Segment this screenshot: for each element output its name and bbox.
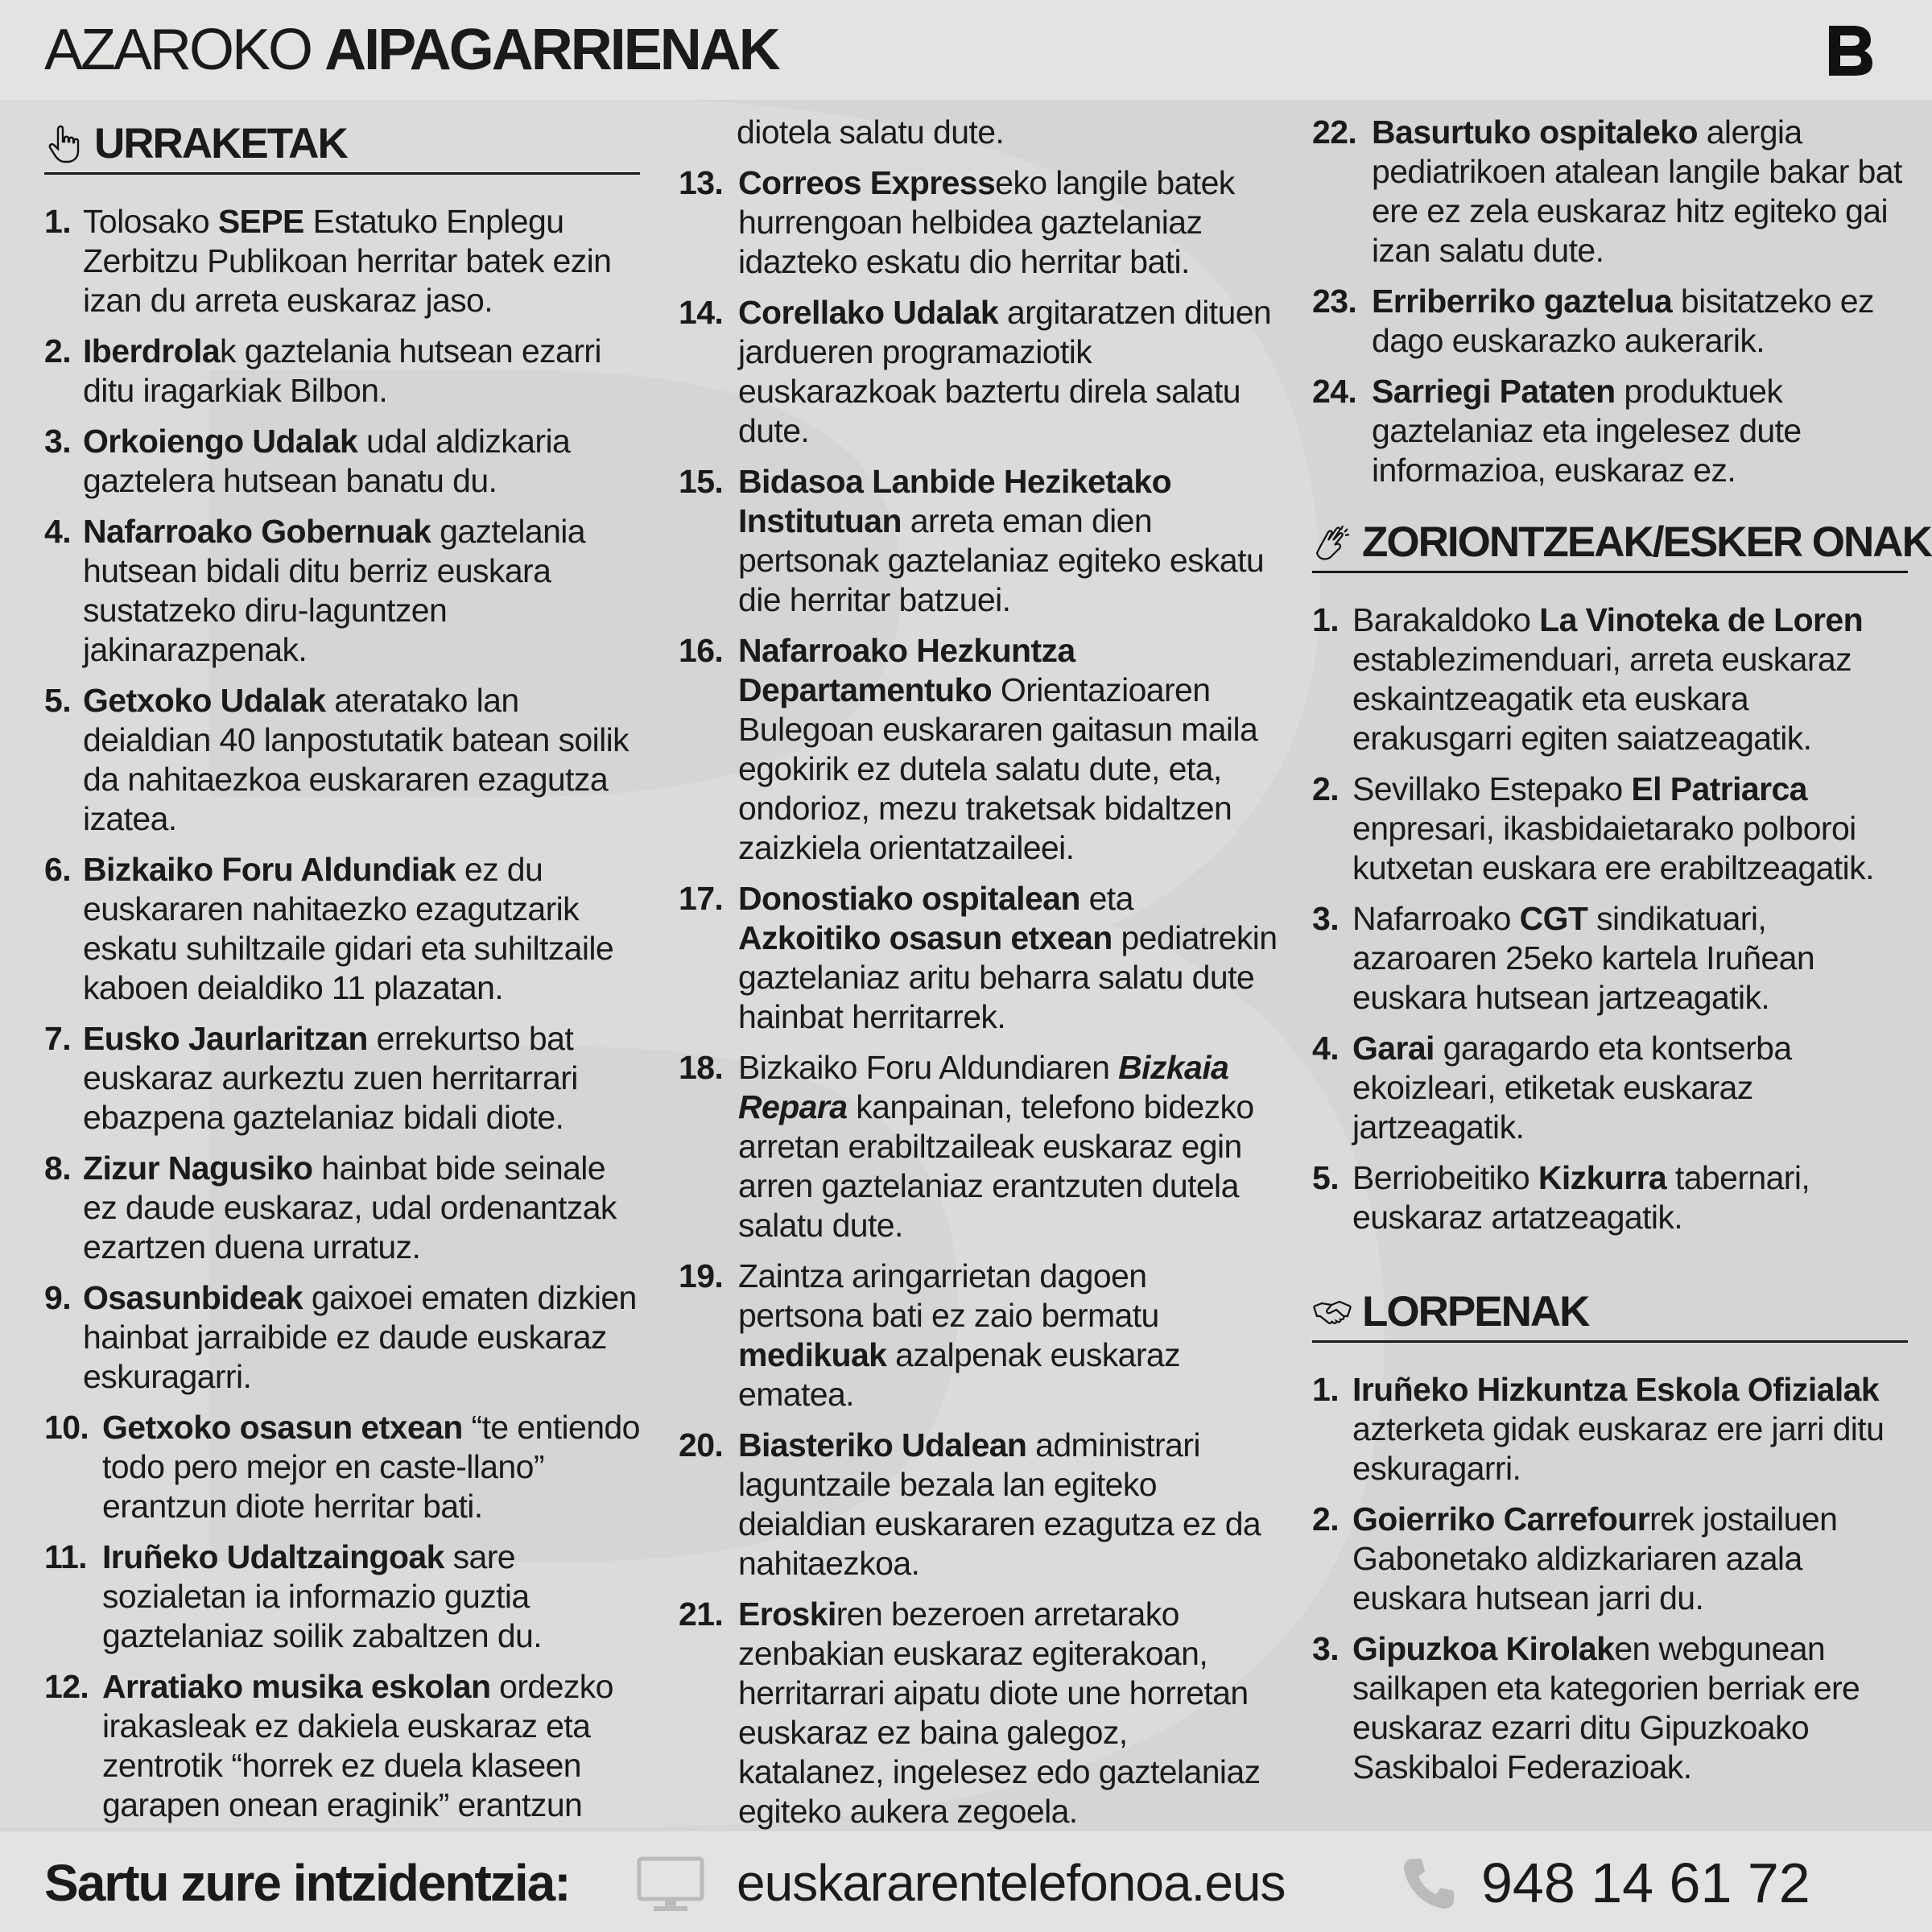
item-segment: alergia pediatrikoen atalean langile bakar bat ere ez zela euskaraz hitz egiteko gai izan salatu dute. [1372, 114, 1902, 269]
item-text [738, 879, 1278, 1037]
item-number: 1. [44, 203, 71, 240]
list-item [1312, 899, 1908, 1018]
item-number: 14. [679, 294, 724, 331]
list-item [1312, 113, 1908, 270]
item-segment: gaixoei ematen dizkien hainbat jarraibide ez daude euskaraz eskuragarri. [83, 1279, 637, 1395]
item-text [738, 631, 1278, 868]
item-text [1352, 1500, 1908, 1618]
list-item [679, 1257, 1278, 1414]
item-segment: ez du euskararen nahitaezko ezagutzarik eskatu suhiltzaile gidari eta suhiltzaile kaboen deialdiko 11 plazatan. [83, 851, 614, 1006]
list-item [679, 879, 1278, 1037]
item-text [738, 1257, 1278, 1414]
header-bar [0, 0, 1932, 100]
item-segment: Estatuko Enplegu Zerbitzu Publikoan herritar batek ezin izan du arreta euskaraz jaso. [83, 203, 612, 319]
item-highlight: medikuak [738, 1336, 887, 1373]
list-item [1312, 1500, 1908, 1618]
item-highlight: Zizur Nagusiko [83, 1150, 313, 1187]
list-item [44, 1667, 640, 1825]
item-12-continuation: diotela salatu dute. [737, 114, 1005, 151]
urraketak-heading [44, 119, 640, 175]
lorpenak-title: LORPENAK [1362, 1288, 1589, 1335]
item-text [738, 1426, 1278, 1583]
item-text [1352, 899, 1908, 1018]
item-highlight: Goierriko Carrefour [1352, 1501, 1650, 1538]
list-item [44, 1278, 640, 1397]
item-text [83, 1278, 640, 1397]
item-text [738, 163, 1278, 282]
item-highlight: La Vinoteka de Loren [1539, 601, 1864, 638]
item-text [1352, 1158, 1908, 1237]
item-text [1352, 601, 1908, 758]
item-number: 7. [44, 1020, 71, 1057]
item-number: 24. [1312, 373, 1357, 410]
item-number: 2. [1312, 1501, 1339, 1538]
pointing-hand-icon [44, 124, 85, 164]
monitor-icon [636, 1856, 705, 1913]
item-number: 3. [44, 423, 71, 460]
item-text [83, 850, 640, 1008]
item-text [1372, 372, 1908, 490]
list-item [1312, 1629, 1908, 1787]
item-text [1352, 1370, 1908, 1488]
item-highlight: Bizkaiko Foru Aldundiak [83, 851, 456, 888]
item-highlight: Bizkaia Repara [738, 1049, 1229, 1125]
list-item [44, 422, 640, 501]
item-number: 1. [1312, 1371, 1339, 1408]
item-number: 20. [679, 1426, 724, 1463]
column-2 [679, 113, 1278, 1843]
item-text [102, 1538, 640, 1656]
list-item [44, 681, 640, 839]
item-text [83, 202, 640, 320]
item-number: 22. [1312, 114, 1357, 151]
item-highlight: Iberdrola [83, 332, 221, 369]
item-segment: eko langile batek hurrengoan helbidea gaztelaniaz idazteko eskatu dio herritar bati. [738, 164, 1235, 280]
item-text [1372, 282, 1908, 361]
item-text [83, 422, 640, 501]
column-3 [1312, 113, 1931, 1798]
item-text [83, 1149, 640, 1267]
item-segment: errekurtso bat euskaraz aurkeztu zuen herritarrari ebazpena gaztelaniaz bidali diote. [83, 1020, 578, 1136]
item-segment: Orientazioaren Bulegoan euskararen gaitasun maila egokirik ez dutela salatu dute, eta, ondorioz, mezu traketsak bidaltzen zaizkiela orientatzaileei. [738, 671, 1258, 866]
urraketak-title: URRAKETAK [94, 120, 347, 167]
item-text [1352, 770, 1908, 888]
item-text [1372, 113, 1908, 270]
item-number: 3. [1312, 900, 1339, 937]
item-segment: arreta eman dien pertsonak gaztelaniaz egiteko eskatu die herritar batzuei. [738, 502, 1265, 618]
item-number: 18. [679, 1049, 724, 1086]
item-segment: en webgunean sailkapen eta kategorien berriak ere euskaraz ezarri ditu Gipuzkoako Saskibaloi Federazioak. [1352, 1630, 1860, 1785]
item-highlight: Nafarroako Gobernuak [83, 513, 431, 550]
item-segment: argitaratzen dituen jardueren programaziotik euskarazkoak baztertu direla salatu dute. [738, 294, 1272, 449]
zoriontzeak-list [1312, 601, 1908, 1237]
item-segment: ateratako lan deialdian 40 lanpostutatik batean soilik da nahitaezkoa euskararen ezagutza izatea. [83, 682, 630, 837]
item-text [1352, 1629, 1908, 1787]
list-item [679, 163, 1278, 282]
item-segment: sindikatuari, azaroaren 25eko kartela Iruñean euskara hutsean jartzeagatik. [1352, 900, 1815, 1016]
list-item [679, 293, 1278, 451]
lorpenak-list [1312, 1370, 1908, 1787]
item-segment: kanpainan, telefono bidezko arretan erabiltzaileak euskaraz egin arren gaztelaniaz erantzuten dutela salatu dute. [738, 1088, 1254, 1244]
item-number: 21. [679, 1596, 724, 1633]
item-segment: pediatrekin gaztelaniaz aritu beharra salatu dute hainbat herritarrek. [738, 919, 1278, 1035]
list-item [44, 202, 640, 320]
item-text [1352, 1029, 1908, 1147]
item-number: 5. [1312, 1159, 1339, 1196]
item-number: 19. [679, 1257, 724, 1294]
item-segment: establezimenduari, arreta euskaraz eskaintzeagatik eta euskara erakusgarri egiten saiatzeagatik. [1352, 641, 1852, 757]
list-item [679, 1426, 1278, 1583]
zoriontzeak-heading [1312, 518, 1931, 573]
item-segment: k gaztelania hutsean ezarri ditu iragarkiak Bilbon. [83, 332, 601, 409]
item-highlight: Eusko Jaurlaritzan [83, 1020, 368, 1057]
item-number: 3. [1312, 1630, 1339, 1667]
item-segment: administrari laguntzaile bezala lan egiteko deialdian euskararen ezagutza ez da nahitaezkoa. [738, 1426, 1261, 1582]
item-segment: azalpenak euskaraz ematea. [738, 1336, 1181, 1413]
item-segment: Bizkaiko Foru Aldundiaren [738, 1049, 1119, 1086]
item-segment: produktuek gaztelaniaz eta ingelesez dute informazioa, euskaraz ez. [1372, 373, 1802, 489]
item-text [83, 681, 640, 839]
item-highlight: Eroski [738, 1596, 836, 1633]
item-number: 11. [44, 1538, 87, 1575]
item-text [738, 293, 1278, 451]
item-number: 9. [44, 1279, 71, 1316]
item-text [83, 332, 640, 411]
item-highlight: Garai [1352, 1030, 1435, 1067]
item-highlight: Erriberriko gaztelua [1372, 283, 1673, 320]
item-segment: rek jostailuen Gabonetako aldizkariaren azala euskara hutsean jarri du. [1352, 1501, 1838, 1616]
item-segment: eta [1080, 880, 1133, 917]
item-highlight: Gipuzkoa Kirolak [1352, 1630, 1615, 1667]
list-item [1312, 372, 1908, 490]
list-item [44, 512, 640, 670]
list-item [679, 462, 1278, 620]
item-highlight: Sarriegi Pataten [1372, 373, 1616, 410]
list-item [44, 332, 640, 411]
item-segment: ordezko irakasleak ez dakiela euskaraz eta zentrotik “horrek ez duela klaseen garapen onean eraginik” erantzun [102, 1668, 613, 1823]
list-item [1312, 282, 1908, 361]
item-segment: “te entiendo todo pero mejor en caste-llano” erantzun diote herritar bati. [102, 1409, 640, 1525]
list-item [1312, 1029, 1908, 1147]
zoriontzeak-title: ZORIONTZEAK/ESKER ONAK [1362, 518, 1931, 566]
item-highlight: Basurtuko ospitaleko [1372, 114, 1698, 151]
column-1 [44, 119, 640, 1836]
item-number: 6. [44, 851, 71, 888]
item-segment: bisitatzeko ez dago euskarazko aukerarik. [1372, 283, 1874, 359]
item-segment: tabernari, euskaraz artatzeagatik. [1352, 1159, 1810, 1236]
list-item [1312, 1370, 1908, 1488]
item-highlight: CGT [1519, 900, 1588, 937]
item-segment: azterketa gidak euskaraz ere jarri ditu eskuragarri. [1352, 1410, 1885, 1487]
item-number: 2. [1312, 770, 1339, 807]
item-number: 1. [1312, 601, 1339, 638]
item-text [83, 512, 640, 670]
item-highlight: Getxoko Udalak [83, 682, 326, 719]
item-text [738, 1595, 1278, 1831]
item-highlight: Corellako Udalak [738, 294, 999, 331]
phone-number[interactable]: 948 14 61 72 [1481, 1852, 1810, 1914]
list-item [44, 1149, 640, 1267]
incident-label: Sartu zure intzidentzia: [44, 1854, 570, 1912]
item-highlight: Biasteriko Udalean [738, 1426, 1027, 1463]
list-item [1312, 770, 1908, 888]
item-segment: Barakaldoko [1352, 601, 1540, 638]
item-highlight: Arratiako musika eskolan [102, 1668, 491, 1705]
website-link[interactable]: euskararentelefonoa.eus [737, 1854, 1286, 1912]
urraketak-list [44, 202, 640, 1825]
list-item [1312, 601, 1908, 758]
item-highlight: Getxoko osasun etxean [102, 1409, 463, 1446]
list-item [1312, 1158, 1908, 1237]
item-number: 5. [44, 682, 71, 719]
handshake-icon [1312, 1292, 1352, 1332]
item-text [738, 1048, 1278, 1245]
item-segment: udal aldizkaria gaztelera hutsean banatu du. [83, 423, 571, 499]
item-text [83, 1019, 640, 1137]
item-highlight: Iruñeko Hizkuntza Eskola Ofizialak [1352, 1371, 1880, 1408]
item-number: 10. [44, 1409, 89, 1446]
lorpenak-heading [1312, 1287, 1908, 1343]
footer-bar [0, 1831, 1932, 1932]
item-text [738, 462, 1278, 620]
item-number: 4. [44, 513, 71, 550]
title-bold: AIPAGARRIENAK [324, 18, 778, 82]
item-highlight: Osasunbideak [83, 1279, 303, 1316]
item-highlight: Nafarroako Hezkuntza Departamentuko [738, 632, 1075, 708]
item-number: 23. [1312, 283, 1357, 320]
item-segment: Zaintza aringarrietan dagoen pertsona bati ez zaio bermatu [738, 1257, 1159, 1334]
item-number: 15. [679, 463, 724, 500]
item-number: 8. [44, 1150, 71, 1187]
clapping-hands-icon [1312, 522, 1352, 563]
page-title [44, 18, 778, 82]
item-segment: sare sozialetan ia informazio guztia gaztelaniaz soilik zabaltzen du. [102, 1538, 543, 1654]
item-text [102, 1408, 640, 1526]
item-text [102, 1667, 640, 1825]
list-item [679, 1048, 1278, 1245]
item-number: 2. [44, 332, 71, 369]
list-item [44, 1019, 640, 1137]
urraketak-list-continued [679, 163, 1278, 1831]
item-number: 16. [679, 632, 724, 669]
item-highlight: Correos Express [738, 164, 996, 201]
item-highlight: Kizkurra [1538, 1159, 1667, 1196]
item-segment: Sevillako Estepako [1352, 770, 1632, 807]
item-segment: Tolosako [83, 203, 218, 240]
item-segment: ren bezeroen arretarako zenbakian euskaraz egiterakoan, herritarrari aipatu diote une horretan euskaraz ez baina galegoz, katalanez, ingelesez edo gaztelaniaz egiteko aukera zegoela. [738, 1596, 1261, 1830]
item-highlight: El Patriarca [1631, 770, 1807, 807]
item-segment: Nafarroako [1352, 900, 1520, 937]
item-highlight: Donostiako ospitalean [738, 880, 1080, 917]
item-number: 12. [44, 1668, 89, 1705]
list-item [679, 631, 1278, 868]
item-highlight: Azkoitiko osasun etxean [738, 919, 1113, 956]
item-highlight: SEPE [217, 203, 304, 240]
item-segment: hainbat bide seinale ez daude euskaraz, udal ordenantzak ezartzen duena urratuz. [83, 1150, 617, 1265]
phone-icon [1401, 1856, 1457, 1912]
item-highlight: Bidasoa Lanbide Heziketako Institutuan [738, 463, 1172, 539]
title-light: AZAROKO [44, 18, 312, 82]
logo-b-icon [1826, 24, 1874, 77]
list-item [679, 1595, 1278, 1831]
item-segment: garagardo eta kontserba ekoizleari, etiketak euskaraz jartzeagatik. [1352, 1030, 1792, 1146]
item-highlight: Orkoiengo Udalak [83, 423, 358, 460]
item-number: 4. [1312, 1030, 1339, 1067]
item-number: 17. [679, 880, 724, 917]
item-highlight: Iruñeko Udaltzaingoak [102, 1538, 444, 1575]
item-number: 13. [679, 164, 724, 201]
urraketak-list-end [1312, 113, 1908, 490]
list-item [44, 1408, 640, 1526]
list-item [44, 850, 640, 1008]
item-segment: Berriobeitiko [1352, 1159, 1538, 1196]
list-item [44, 1538, 640, 1656]
item-segment: enpresari, ikasbidaietarako polboroi kutxetan euskara ere erabiltzeagatik. [1352, 810, 1874, 886]
item-segment: gaztelania hutsean bidali ditu berriz euskara sustatzeko diru-laguntzen jakinarazpenak. [83, 513, 586, 668]
